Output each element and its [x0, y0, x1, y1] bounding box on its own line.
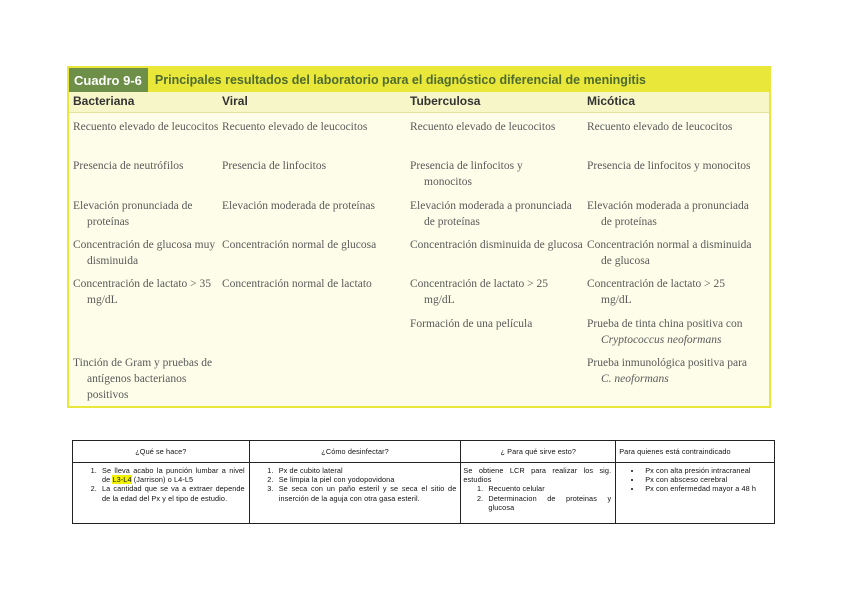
header-contraindicado: Para quienes está contraindicado — [616, 441, 775, 463]
cell-tuberculosa-r3: Concentración disminuida de glucosa — [410, 239, 583, 251]
cell-viral-r3: Concentración normal de glucosa — [222, 239, 377, 251]
cneoformans-text: C. neoformans — [601, 373, 669, 385]
cuadro-9-6 — [67, 66, 771, 408]
cell-viral-r2: Elevación moderada de proteínas — [222, 200, 375, 212]
cell-tuberculosa-r4: Concentración de lactato > 25 mg/dL — [410, 278, 549, 306]
cell-bacteriana-r2: Elevación pronunciada de proteínas — [73, 200, 193, 228]
cell-micotica-r5 — [587, 316, 785, 348]
cell-tuberculosa-r5: Formación de una película — [410, 318, 533, 330]
cell-micotica-r3: Concentración normal a disminuida de glucosa — [587, 239, 752, 267]
cell-bacteriana-r4: Concentración de lactato > 35 mg/dL — [73, 278, 212, 306]
cuadro-header — [69, 68, 769, 92]
list-item: • Px con alta presión intracraneal — [642, 466, 770, 475]
cell-bacteriana-r0: Recuento elevado de leucocitos — [73, 121, 219, 133]
cell-bacteriana-r6: Tinción de Gram y pruebas de antígenos bacterianos positivos — [73, 357, 213, 401]
tinta-china-text: Prueba de tinta china positiva con — [587, 318, 743, 330]
cuadro-title: Principales resultados del laboratorio para el diagnóstico diferencial de meningitis — [154, 73, 647, 87]
cell-que-se-hace — [73, 463, 250, 524]
cell-micotica-r1: Presencia de linfocitos y monocitos — [587, 160, 751, 172]
list-item: 1. Px de cubito lateral — [276, 466, 457, 475]
list-item: • Px con absceso cerebral — [642, 475, 770, 484]
list-item: 2. Determinacion de proteinas y glucosa — [485, 494, 611, 512]
list-item: • Px con enfermedad mayor a 48 h — [642, 484, 770, 493]
cell-micotica-r2: Elevación moderada a pronunciada de proteínas — [587, 200, 749, 228]
list-item: 2. La cantidad que se va a extraer depende de la edad del Px y el tipo de estudio. — [99, 484, 245, 502]
cell-viral-r0: Recuento elevado de leucocitos — [222, 121, 368, 133]
inmunologica-text: Prueba inmunológica positiva para — [587, 357, 748, 369]
puncion-lumbar-table — [72, 440, 775, 524]
cell-micotica-r0: Recuento elevado de leucocitos — [587, 121, 733, 133]
cell-viral-r1: Presencia de linfocitos — [222, 160, 327, 172]
cell-tuberculosa-r2: Elevación moderada a pronunciada de proteínas — [410, 200, 572, 228]
cell-bacteriana-r3: Concentración de glucosa muy disminuida — [73, 239, 216, 267]
header-que-se-hace: ¿Qué se hace? — [73, 441, 250, 463]
cell-micotica-r4: Concentración de lactato > 25 mg/dL — [587, 278, 726, 306]
header-como-desinfectar: ¿Cómo desinfectar? — [249, 441, 461, 463]
cell-como-desinfectar — [249, 463, 461, 524]
list-item: 1. Se lleva acabo la punción lumbar a nivel de L3-L4 (Jarrison) o L4-L5 — [99, 466, 245, 484]
para-que-intro: Se obtiene LCR para realizar los sig. estudios — [463, 466, 612, 485]
cell-contraindicado — [616, 463, 775, 524]
cell-micotica-r6 — [587, 355, 785, 387]
list-item: 3. Se seca con un paño esteril y se seca el sitio de inserción de la aguja con otra gasa esteril. — [276, 484, 457, 502]
cryptococcus-text: Cryptococcus neoformans — [601, 334, 722, 346]
header-para-que: ¿ Para qué sirve esto? — [461, 441, 616, 463]
table-row — [73, 463, 775, 524]
cuadro-number: Cuadro 9-6 — [69, 68, 148, 92]
col-micotica: Micótica — [587, 94, 636, 108]
cell-bacteriana-r1: Presencia de neutrófilos — [73, 160, 184, 172]
cell-tuberculosa-r1: Presencia de linfocitos y monocitos — [410, 160, 523, 188]
cell-para-que — [461, 463, 616, 524]
highlight-l3-l4: L3-L4 — [112, 475, 132, 485]
table-header-row — [73, 441, 775, 463]
cell-viral-r4: Concentración normal de lactato — [222, 278, 372, 290]
list-item: 1. Recuento celular — [485, 484, 611, 493]
col-viral: Viral — [222, 94, 248, 108]
cell-tuberculosa-r0: Recuento elevado de leucocitos — [410, 121, 556, 133]
col-bacteriana: Bacteriana — [73, 94, 135, 108]
col-tuberculosa: Tuberculosa — [410, 94, 481, 108]
list-item: 2. Se limpia la piel con yodopovidona — [276, 475, 457, 484]
